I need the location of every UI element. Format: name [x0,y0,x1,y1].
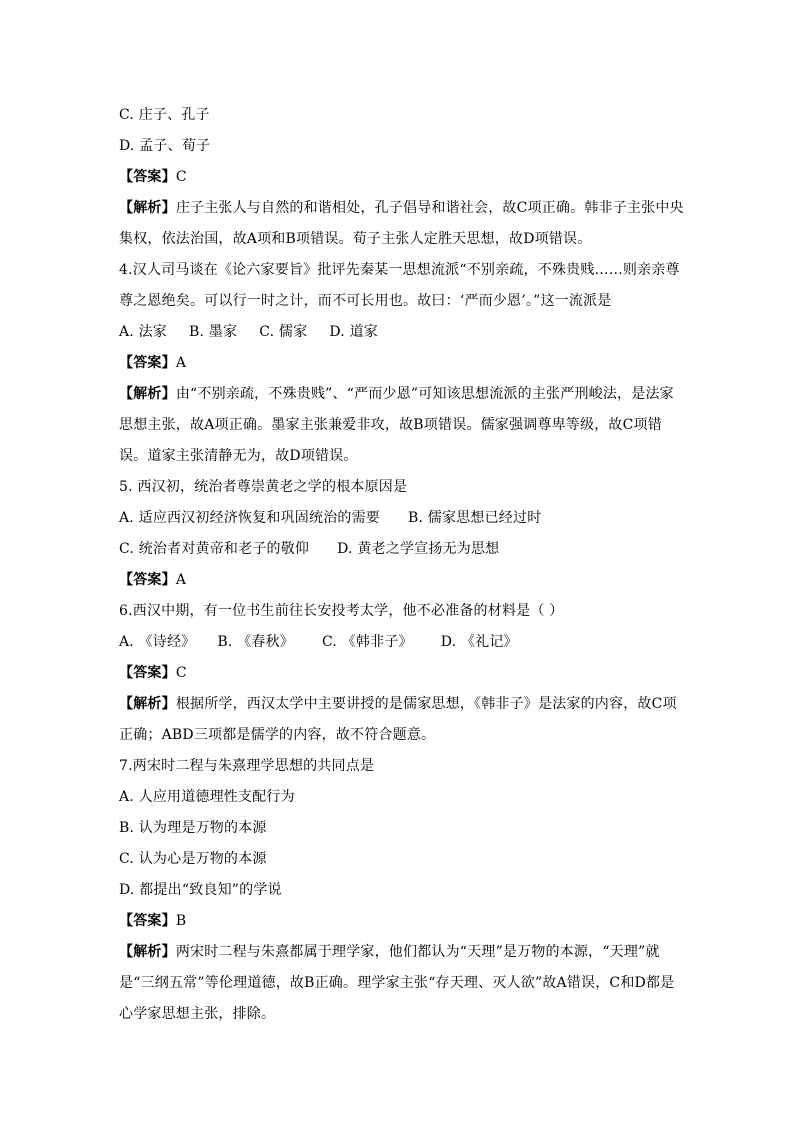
analysis-tag: 【解析】 [119,696,176,712]
q3-answer [119,162,684,193]
document-page [119,100,684,1030]
q6-options [119,627,684,658]
q5-answer [119,565,684,596]
q7-option-c: C. 认为心是万物的本源 [119,851,267,867]
answer-value: C [175,169,187,185]
q6-answer [119,658,684,689]
answer-tag: 【答案】 [119,355,176,371]
q7-stem: 7.两宋时二程与朱熹理学思想的共同点是 [119,758,375,774]
answer-tag: 【答案】 [119,169,176,185]
q3-option-d: D. 孟子、荀子 [119,138,211,154]
q5-option-c: C. 统治者对黄帝和老子的敬仰 [119,541,310,557]
q7-option-a: A. 人应用道德理性支配行为 [119,789,295,805]
q4-analysis [119,379,684,472]
answer-tag: 【答案】 [119,572,176,588]
q5-option-b: B. 儒家思想已经过时 [408,510,542,526]
answer-tag: 【答案】 [119,913,176,929]
q6-option-c: C. 《韩非子》 [322,634,413,650]
q4-option-c: C. 儒家 [259,324,308,340]
answer-value: A [175,355,187,371]
q6-analysis [119,689,684,751]
q3-analysis [119,193,684,255]
analysis-text: 两宋时二程与朱熹都属于理学家，他们都认为“天理”是万物的本源，“天理”就是“三纲五常”等伦理道德，故B正确。理学家主张“存天理、灭人欲”故A错误，C和D都是心学家思想主张，排除。 [119,944,675,1022]
q4-answer [119,348,684,379]
analysis-text: 由“不别亲疏，不殊贵贱”、“严而少恩”可知该思想流派的主张严刑峻法，是法家思想主张，故A项正确。墨家主张兼爱非攻，故B项错误。儒家强调尊卑等级，故C项错误。道家主张清静无为，故D项错误。 [119,386,674,464]
answer-value: A [175,572,187,588]
q4-options [119,317,684,348]
q4-option-b: B. 墨家 [189,324,238,340]
q4-option-a: A. 法家 [119,324,168,340]
q3-option-c: C. 庄子、孔子 [119,107,210,123]
q6-stem: 6.西汉中期，有一位书生前往长安投考太学，他不必准备的材料是（ ） [119,603,564,619]
q5-options-row2 [119,534,684,565]
q6-option-a: A. 《诗经》 [119,634,196,650]
answer-value: C [175,665,187,681]
q4-option-d: D. 道家 [329,324,378,340]
analysis-text: 根据所学，西汉太学中主要讲授的是儒家思想，《韩非子》是法家的内容，故C项正确；ABD三项都是儒学的内容，故不符合题意。 [119,696,677,743]
answer-value: B [175,913,187,929]
q5-options-row1 [119,503,684,534]
analysis-text: 庄子主张人与自然的和谐相处，孔子倡导和谐社会，故C项正确。韩非子主张中央集权，依法治国，故A项和B项错误。荀子主张人定胜天思想，故D项错误。 [119,200,684,247]
q5-option-a: A. 适应西汉初经济恢复和巩固统治的需要 [119,510,381,526]
q6-option-d: D. 《礼记》 [440,634,518,650]
q7-answer [119,906,684,937]
q4-stem: 4.汉人司马谈在《论六家要旨》批评先秦某一思想流派“不别亲疏，不殊贵贱……则亲亲尊尊之恩绝矣。可以行一时之计，而不可长用也。故曰：‘严而少恩’。”这一流派是 [119,262,680,309]
q5-stem: 5. 西汉初，统治者尊崇黄老之学的根本原因是 [119,479,408,495]
q6-option-b: B. 《春秋》 [217,634,295,650]
q7-option-d: D. 都提出“致良知”的学说 [119,882,282,898]
answer-tag: 【答案】 [119,665,176,681]
q7-option-b: B. 认为理是万物的本源 [119,820,267,836]
analysis-tag: 【解析】 [119,944,176,960]
q7-analysis [119,937,684,1030]
q5-option-d: D. 黄老之学宣扬无为思想 [337,541,500,557]
analysis-tag: 【解析】 [119,386,176,402]
analysis-tag: 【解析】 [119,200,176,216]
